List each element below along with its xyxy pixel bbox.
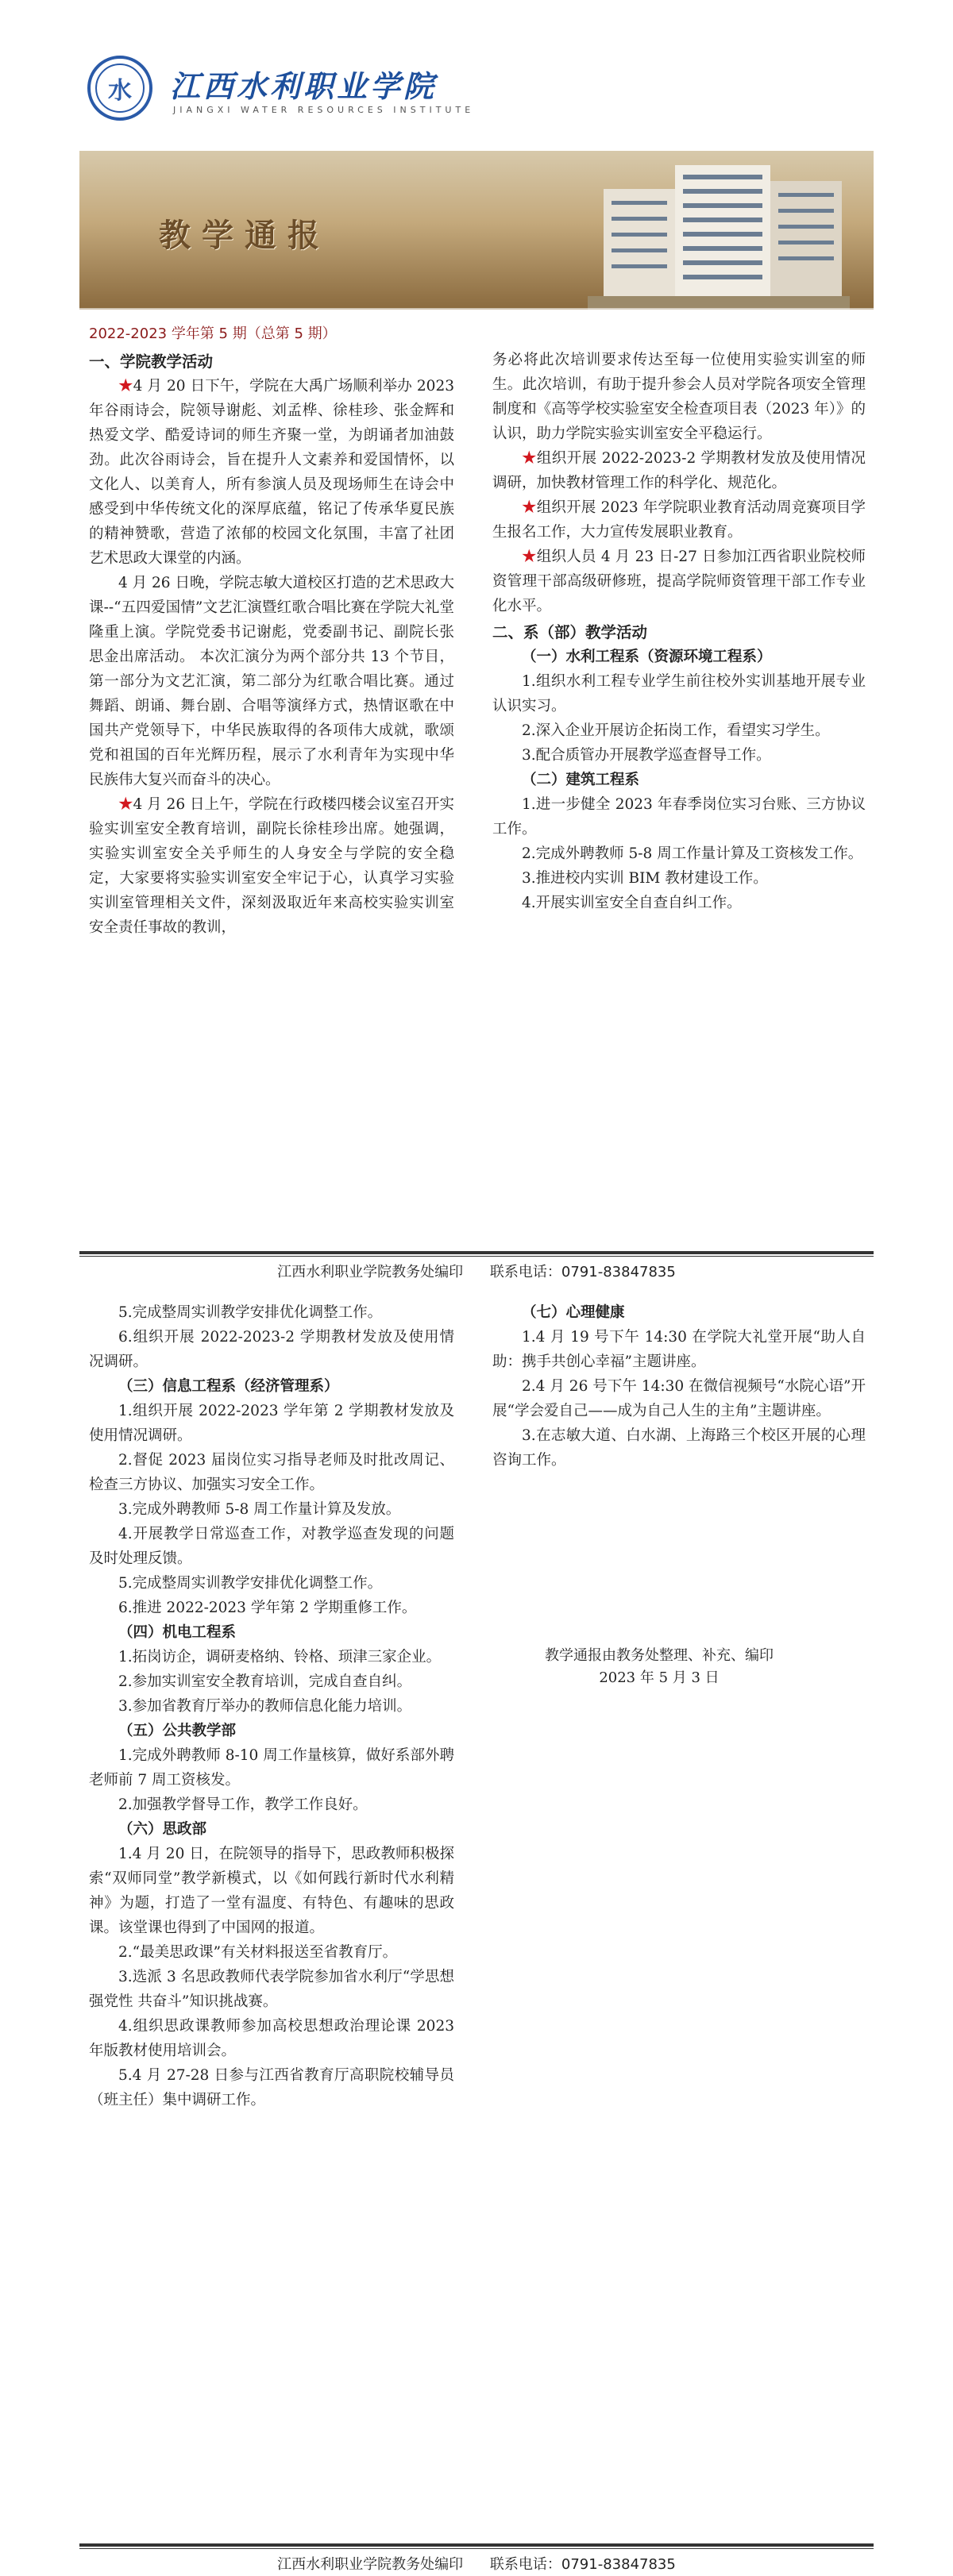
paragraph-text: 3.参加省教育厅举办的教师信息化能力培训。: [118, 1698, 412, 1715]
paragraph: [492, 1325, 866, 1374]
star-bullet-icon: ★: [522, 499, 537, 516]
paragraph-text: 务必将此次培训要求传达至每一位使用实验实训室的师生。此次培训，有助于提升参会人员对学院各项安全管理制度和《高等学校实验室安全检查项目表（2023 年）》的认识，助力学院实验实训室安全平稳运行。: [492, 352, 866, 442]
paragraph-text: 2.完成外聘教师 5-8 周工作量计算及工资核发工作。: [522, 845, 863, 862]
banner-title: 教学通报: [159, 217, 330, 254]
paragraph-text: （六）思政部: [118, 1821, 207, 1838]
right-column-page-1: [492, 348, 866, 915]
paragraph: [492, 1374, 866, 1423]
paragraph-text: 2.“最美思政课”有关材料报送至省教育厅。: [118, 1944, 398, 1961]
paragraph: [89, 1596, 454, 1620]
page-1: [0, 0, 953, 1281]
footer-phone: 联系电话：0791-83847835: [489, 1264, 676, 1280]
subsection-heading: [492, 645, 866, 669]
paragraph: [492, 495, 866, 545]
paragraph-text: 3.配合质管办开展教学巡查督导工作。: [522, 747, 771, 764]
paragraph-text: 组织人员 4 月 23 日-27 日参加江西省职业院校师资管理干部高级研修班，提高学院师资管理干部工作专业化水平。: [492, 549, 866, 614]
closing-date: 2023 年 5 月 3 日: [599, 1669, 720, 1686]
footer-org: 江西水利职业学院教务处编印: [277, 1264, 464, 1280]
paragraph-text: （三）信息工程系（经济管理系）: [118, 1378, 339, 1395]
footer-rule: [79, 2543, 874, 2547]
paragraph-text: 1.完成外聘教师 8-10 周工作量核算，做好系部外聘老师前 7 周工资核发。: [89, 1747, 454, 1789]
paragraph: [89, 1497, 454, 1522]
paragraph: [89, 1965, 454, 2014]
paragraph-text: 3.选派 3 名思政教师代表学院参加省水利厅“学思想 强党性 共奋斗”知识挑战赛。: [89, 1969, 454, 2010]
paragraph: [492, 348, 866, 446]
paragraph-text: 6.组织开展 2022-2023-2 学期教材发放及使用情况调研。: [89, 1329, 454, 1370]
paragraph-text: 3.在志敏大道、白水湖、上海路三个校区开展的心理咨询工作。: [492, 1427, 866, 1469]
subsection-heading: [492, 1300, 866, 1325]
paragraph-text: 4 月 20 日下午，学院在大禹广场顺利举办 2023 年谷雨诗会，院领导谢彪、刘孟桦、徐桂珍、张金辉和热爱文学、酷爱诗词的师生齐聚一堂，为朗诵者加油鼓劲。此次谷雨诗会，旨在提升人文素养和爱国情怀，以文化人、以美育人，所有参演人员及现场师生在诗会中感受到中华传统文化的深厚底蕴，铭记了传承华夏民族的精神赞歌，营造了浓郁的校园文化氛围，丰富了社团艺术思政大课堂的内涵。: [89, 378, 454, 567]
paragraph-text: （一）水利工程系（资源环境工程系）: [522, 649, 772, 665]
paragraph-text: 6.推进 2022-2023 学年第 2 学期重修工作。: [118, 1600, 417, 1616]
paragraph: [89, 1743, 454, 1792]
paragraph: [89, 571, 454, 792]
section-heading: [89, 349, 454, 374]
footer: [0, 2553, 953, 2574]
school-logo-row: [87, 48, 643, 127]
paragraph: [492, 718, 866, 743]
star-bullet-icon: ★: [118, 796, 133, 813]
paragraph: [89, 1645, 454, 1669]
paragraph: [492, 866, 866, 891]
paragraph-text: 1.拓岗访企，调研麦格纳、铃格、顼津三家企业。: [118, 1649, 442, 1665]
paragraph: [89, 792, 454, 940]
footer-org: 江西水利职业学院教务处编印: [277, 2556, 464, 2573]
header-banner: [79, 151, 874, 310]
paragraph: [89, 2063, 454, 2112]
left-column-page-1: [89, 348, 454, 940]
closing-note-line1: 教学通报由教务处整理、补充、编印: [545, 1647, 774, 1664]
paragraph-text: 5.完成整周实训教学安排优化调整工作。: [118, 1575, 383, 1592]
page-2: [0, 1281, 953, 2576]
star-bullet-icon: ★: [118, 378, 133, 395]
paragraph-text: 2.参加实训室安全教育培训，完成自查自纠。: [118, 1673, 412, 1690]
paragraph-text: （五）公共教学部: [118, 1723, 237, 1739]
paragraph: [492, 1423, 866, 1473]
paragraph: [89, 1940, 454, 1965]
paragraph: [492, 792, 866, 841]
paragraph-text: 4 月 26 日上午，学院在行政楼四楼会议室召开实验实训室安全教育培训，副院长徐桂珍出席。她强调，实验实训室安全关乎师生的人身安全与学院的安全稳定，大家要将实验实训室安全牢记于心，认真学习实验实训室管理相关文件，深刻汲取近年来高校实验实训室安全责任事故的教训，: [89, 796, 454, 936]
paragraph: [492, 446, 866, 495]
paragraph: [89, 1669, 454, 1694]
paragraph-text: 1.组织水利工程专业学生前往校外实训基地开展专业认识实习。: [492, 673, 866, 714]
left-column-page-2: [89, 1300, 454, 2112]
section-heading: [492, 620, 866, 645]
paragraph: [89, 1399, 454, 1448]
paragraph-text: 2.4 月 26 号下午 14:30 在微信视频号“水院心语”开展“学会爱自己——成为自己人生的主角”主题讲座。: [492, 1378, 866, 1419]
paragraph-text: 一、学院教学活动: [89, 352, 214, 371]
subsection-heading: [492, 768, 866, 792]
closing-note: [492, 1645, 826, 1689]
paragraph: [89, 1842, 454, 1940]
issue-number: 2022-2023 学年第 5 期（总第 5 期）: [89, 325, 337, 342]
paragraph-text: 4 月 26 日晚，学院志敏大道校区打造的艺术思政大课--“五四爱国情”文艺汇演暨红歌合唱比赛在学院大礼堂隆重上演。学院党委书记谢彪，党委副书记、副院长张思金出席活动。 本次汇演分为两个部分共 13 个节目，第一部分为文艺汇演，第二部分为红歌合唱比赛。通过舞蹈、朗诵、舞台剧、合唱等演绎方式，热情讴歌在中国共产党领导下，中华民族取得的各项伟大成就，歌颂党和祖国的百年光辉历程，展示了水利青年为实现中华民族伟大复兴而奋斗的决心。: [89, 575, 454, 788]
paragraph-text: 5.完成整周实训教学安排优化调整工作。: [118, 1304, 383, 1321]
star-bullet-icon: ★: [522, 549, 537, 565]
subsection-heading: [89, 1620, 454, 1645]
right-column-page-2: [492, 1300, 866, 1473]
paragraph: [492, 545, 866, 618]
paragraph-text: 3.推进校内实训 BIM 教材建设工作。: [522, 870, 768, 887]
subsection-heading: [89, 1817, 454, 1842]
paragraph: [89, 374, 454, 571]
footer: [0, 1261, 953, 1281]
paragraph: [492, 669, 866, 718]
paragraph-text: 二、系（部）教学活动: [492, 623, 648, 641]
paragraph: [89, 1448, 454, 1497]
paragraph: [89, 2014, 454, 2063]
paragraph-text: （七）心理健康: [522, 1304, 625, 1321]
school-name-cn: 江西水利职业学院: [170, 68, 438, 104]
paragraph-text: 1.4 月 20 日，在院领导的指导下，思政教师积极探索“双师同堂”教学新模式，以《如何践行新时代水利精神》为题，打造了一堂有温度、有特色、有趣味的思政课。该堂课也得到了中国网的报道。: [89, 1846, 454, 1936]
paragraph: [89, 1300, 454, 1325]
paragraph: [89, 1522, 454, 1571]
paragraph: [89, 1571, 454, 1596]
paragraph: [492, 743, 866, 768]
paragraph-text: （二）建筑工程系: [522, 772, 640, 788]
footer-phone: 联系电话：0791-83847835: [489, 2556, 676, 2573]
paragraph-text: 2.加强教学督导工作，教学工作良好。: [118, 1796, 368, 1813]
paragraph-text: 4.开展实训室安全自查自纠工作。: [522, 895, 742, 911]
paragraph-text: 1.4 月 19 号下午 14:30 在学院大礼堂开展“助人自助：携手共创心幸福”主题讲座。: [492, 1329, 866, 1370]
paragraph-text: 4.组织思政课教师参加高校思想政治理论课 2023 年版教材使用培训会。: [89, 2018, 454, 2059]
footer-rule: [79, 1251, 874, 1254]
paragraph-text: 4.开展教学日常巡查工作，对教学巡查发现的问题及时处理反馈。: [89, 1526, 454, 1567]
paragraph-text: 5.4 月 27-28 日参与江西省教育厅高职院校辅导员（班主任）集中调研工作。: [89, 2067, 454, 2108]
paragraph-text: 组织开展 2023 年学院职业教育活动周竞赛项目学生报名工作，大力宣传发展职业教育。: [492, 499, 866, 541]
building-illustration-icon: [588, 157, 850, 310]
paragraph-text: （四）机电工程系: [118, 1624, 237, 1641]
paragraph: [89, 1694, 454, 1719]
paragraph: [89, 1792, 454, 1817]
star-bullet-icon: ★: [522, 450, 537, 467]
paragraph-text: 3.完成外聘教师 5-8 周工作量计算及发放。: [118, 1501, 401, 1518]
paragraph-text: 2.深入企业开展访企拓岗工作，看望实习学生。: [522, 722, 830, 739]
subsection-heading: [89, 1719, 454, 1743]
paragraph-text: 组织开展 2022-2023-2 学期教材发放及使用情况调研，加快教材管理工作的科学化、规范化。: [492, 450, 866, 491]
subsection-heading: [89, 1374, 454, 1399]
paragraph: [492, 891, 866, 915]
paragraph-text: 1.组织开展 2022-2023 学年第 2 学期教材发放及使用情况调研。: [89, 1403, 454, 1444]
paragraph: [89, 1325, 454, 1374]
paragraph: [492, 841, 866, 866]
paragraph-text: 1.进一步健全 2023 年春季岗位实习台账、三方协议工作。: [492, 796, 866, 837]
paragraph-text: 2.督促 2023 届岗位实习指导老师及时批改周记、检查三方协议、加强实习安全工作。: [89, 1452, 454, 1493]
school-seal-icon: 水: [87, 56, 152, 121]
school-name-en: JIANGXI WATER RESOURCES INSTITUTE: [173, 105, 475, 115]
